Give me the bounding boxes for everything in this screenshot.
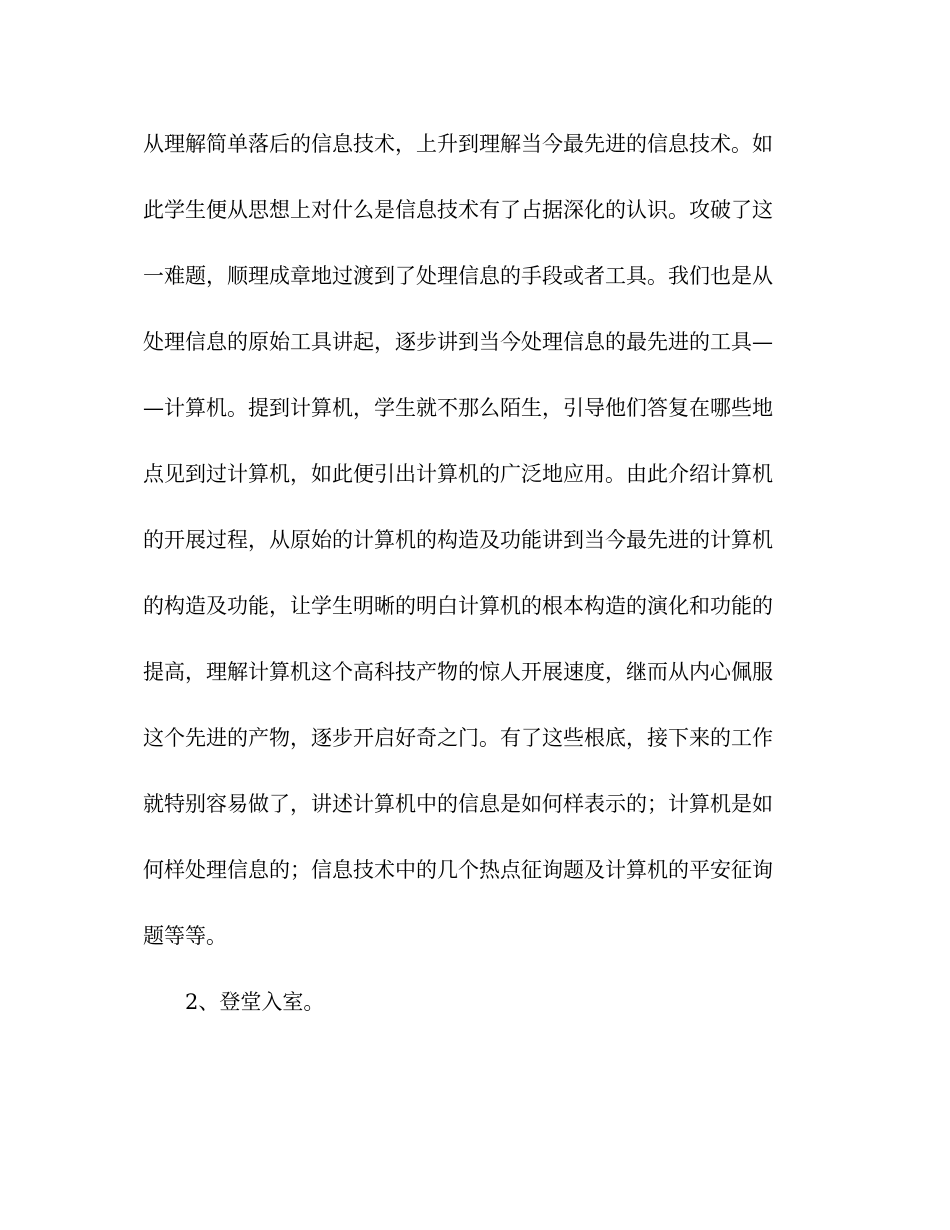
paragraph-line: —计算机。提到计算机，学生就不那么陌生，引导他们答复在哪些地 (143, 396, 773, 420)
section-heading: 2、登堂入室。 (185, 990, 325, 1014)
paragraph-line: 就特别容易做了，讲述计算机中的信息是如何样表示的；计算机是如 (143, 792, 773, 816)
document-body (143, 124, 803, 1048)
paragraph-line: 一难题，顺理成章地过渡到了处理信息的手段或者工具。我们也是从 (143, 264, 773, 288)
paragraph-line: 点见到过计算机，如此便引出计算机的广泛地应用。由此介绍计算机 (143, 462, 773, 486)
paragraph-line: 何样处理信息的；信息技术中的几个热点征询题及计算机的平安征询 (143, 858, 773, 882)
paragraph-line: 此学生便从思想上对什么是信息技术有了占据深化的认识。攻破了这 (143, 198, 773, 222)
paragraph-line: 提高，理解计算机这个高科技产物的惊人开展速度，继而从内心佩服 (143, 660, 773, 684)
paragraph-line: 处理信息的原始工具讲起，逐步讲到当今处理信息的最先进的工具— (143, 330, 773, 354)
paragraph-line: 题等等。 (143, 924, 227, 948)
paragraph-line: 这个先进的产物，逐步开启好奇之门。有了这些根底，接下来的工作 (143, 726, 773, 750)
paragraph-line: 的构造及功能，让学生明晰的明白计算机的根本构造的演化和功能的 (143, 594, 773, 618)
paragraph-line: 的开展过程，从原始的计算机的构造及功能讲到当今最先进的计算机 (143, 528, 773, 552)
paragraph-line: 从理解简单落后的信息技术，上升到理解当今最先进的信息技术。如 (143, 132, 773, 156)
